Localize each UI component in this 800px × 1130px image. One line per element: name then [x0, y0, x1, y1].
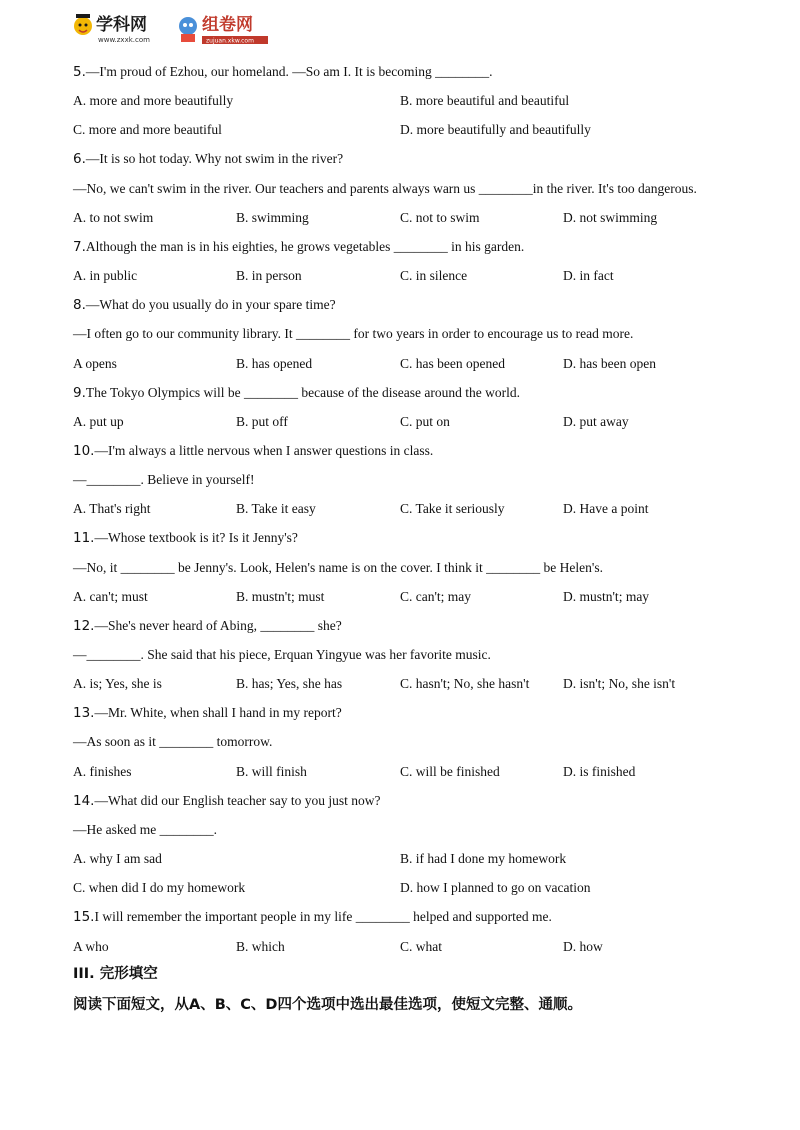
question-text: —No, we can't swim in the river. Our teachers and parents always warn us ________in the river. It's too dangerous.	[73, 180, 697, 196]
option: B. swimming	[236, 209, 309, 225]
question-stem	[73, 150, 343, 168]
question-number: 8.	[73, 297, 86, 314]
question-stem	[73, 296, 336, 314]
option: D. more beautifully and beautifully	[400, 122, 591, 138]
question-stem	[73, 908, 552, 926]
question-number: 14.	[73, 792, 95, 809]
question-stem	[73, 646, 491, 664]
option: B. in person	[236, 268, 302, 284]
option: C. Take it seriously	[400, 501, 505, 517]
question-text: —________. Believe in yourself!	[73, 472, 255, 488]
option: C. can't; may	[400, 588, 472, 604]
option: B. mustn't; must	[236, 588, 325, 604]
option: D. put away	[563, 413, 629, 429]
logo1-title: 学科网	[96, 15, 147, 35]
question-stem	[73, 325, 633, 343]
option: C. in silence	[400, 268, 468, 284]
option: A. finishes	[73, 763, 132, 779]
question-number: 10.	[73, 442, 95, 459]
question-text: —I'm proud of Ezhou, our homeland. —So am I. It is becoming ________.	[85, 64, 493, 79]
option: D. is finished	[563, 763, 636, 779]
zxxk-logo	[72, 10, 172, 46]
option: C. more and more beautiful	[73, 122, 222, 138]
option: C. put on	[400, 413, 450, 429]
question-stem	[73, 529, 298, 547]
option: A. to not swim	[73, 209, 154, 225]
option: D. Have a point	[563, 501, 649, 517]
question-text: The Tokyo Olympics will be ________ because of the disease around the world.	[85, 384, 520, 400]
option: A who	[73, 938, 109, 954]
logo2-title: 组卷网	[202, 15, 253, 35]
question-number: 11.	[73, 530, 95, 547]
option: D. mustn't; may	[563, 588, 650, 604]
question-text: —Whose textbook is it? Is it Jenny's?	[94, 530, 298, 546]
option: A opens	[73, 355, 117, 371]
question-text: —He asked me ________.	[73, 821, 217, 837]
option: A. put up	[73, 413, 124, 429]
question-stem	[73, 559, 603, 577]
question-stem	[73, 238, 524, 256]
section-instruction: 阅读下面短文，从A、B、C、D四个选项中选出最佳选项，使短文完整、通顺。	[73, 997, 582, 1013]
question-stem	[73, 442, 433, 460]
question-number: 5.	[73, 64, 86, 80]
question-stem	[73, 821, 217, 839]
option: C. has been opened	[400, 355, 505, 371]
option: B. Take it easy	[236, 501, 316, 517]
option: B. which	[236, 938, 285, 954]
option: D. how I planned to go on vacation	[400, 880, 591, 896]
option: A. why I am sad	[73, 851, 162, 866]
question-text: —As soon as it ________ tomorrow.	[73, 734, 273, 750]
option: D. in fact	[563, 268, 614, 284]
question-stem	[73, 733, 272, 751]
question-text: —What did our English teacher say to you just now?	[94, 792, 381, 808]
option: C. not to swim	[400, 209, 480, 225]
question-text: —No, it ________ be Jenny's. Look, Helen's name is on the cover. I think it ________ be Helen's.	[73, 559, 603, 575]
question-stem	[73, 180, 697, 198]
question-stem	[73, 471, 254, 489]
section-title: III. 完形填空	[73, 966, 158, 982]
option: C. what	[400, 938, 442, 954]
option: A. in public	[73, 268, 138, 284]
option: B. has; Yes, she has	[236, 676, 343, 692]
question-number: 13.	[73, 705, 95, 722]
option: B. will finish	[236, 763, 307, 779]
option: A. can't; must	[73, 588, 148, 604]
question-number: 12.	[73, 617, 95, 634]
option: A. That's right	[73, 501, 151, 517]
logo2-sub: zujuan.xkw.com	[206, 37, 254, 45]
option: D. isn't; No, she isn't	[563, 676, 676, 692]
zujuan-logo	[176, 10, 286, 46]
question-text: —Mr. White, when shall I hand in my report?	[94, 705, 342, 721]
question-stem	[73, 617, 342, 635]
question-text: Although the man is in his eighties, he grows vegetables ________ in his garden.	[85, 238, 525, 254]
option: B. if had I done my homework	[400, 851, 567, 866]
question-text: —I'm always a little nervous when I answer questions in class.	[94, 442, 434, 458]
question-number: 9.	[73, 384, 86, 401]
option: B. more beautiful and beautiful	[400, 93, 570, 109]
option: B. has opened	[236, 355, 313, 371]
option: C. hasn't; No, she hasn't	[400, 676, 530, 692]
question-text: —________. She said that his piece, Erquan Yingyue was her favorite music.	[73, 647, 491, 662]
question-text: —It is so hot today. Why not swim in the river?	[85, 151, 344, 167]
question-number: 15.	[73, 909, 95, 926]
question-stem	[73, 704, 342, 722]
option: C. will be finished	[400, 763, 500, 779]
logo1-sub: www.zxxk.com	[98, 36, 150, 44]
question-number: 6.	[73, 151, 86, 168]
question-text: —I often go to our community library. It ________ for two years in order to encourage us to read more.	[73, 326, 634, 342]
question-stem	[73, 792, 381, 810]
option: D. how	[563, 938, 603, 954]
question-text: —She's never heard of Abing, ________ she?	[94, 617, 342, 633]
question-text: —What do you usually do in your spare time?	[85, 297, 336, 313]
option: B. put off	[236, 413, 288, 429]
option: D. not swimming	[563, 209, 658, 225]
question-stem	[73, 384, 520, 402]
question-number: 7.	[73, 238, 86, 255]
question-stem	[73, 63, 493, 81]
option: A. is; Yes, she is	[73, 676, 162, 692]
option: C. when did I do my homework	[73, 880, 246, 896]
page-header	[72, 10, 292, 50]
option: A. more and more beautifully	[73, 93, 234, 109]
option: D. has been open	[563, 355, 656, 371]
question-text: I will remember the important people in my life ________ helped and supported me.	[94, 909, 552, 925]
